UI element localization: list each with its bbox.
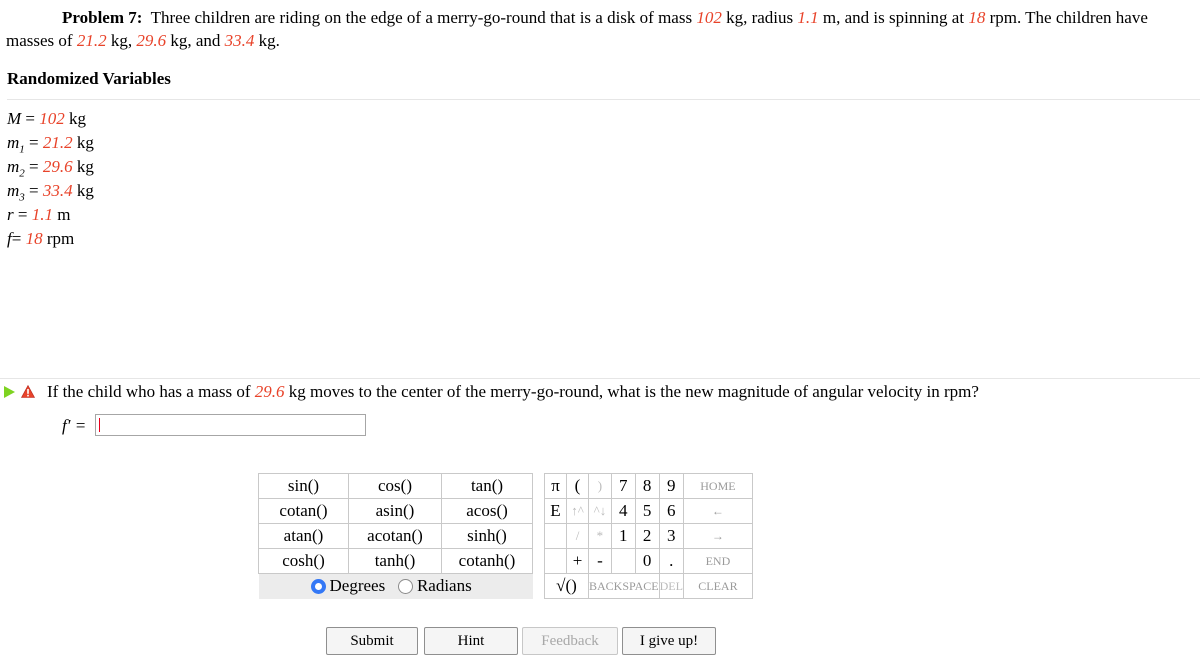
variable-row: $m_3 = 33.4$ kg — [7, 181, 94, 204]
superscript-down-key[interactable]: ^↓ — [589, 499, 612, 524]
digit-7-key[interactable]: 7 — [611, 474, 635, 499]
variable-row: M = 102 kg — [7, 109, 87, 128]
feedback-button[interactable]: Feedback — [522, 627, 618, 655]
sqrt-key[interactable]: √() — [545, 574, 589, 599]
blank-key — [611, 549, 635, 574]
divider — [7, 99, 1200, 100]
digit-9-key[interactable]: 9 — [659, 474, 683, 499]
delete-key[interactable]: DEL — [659, 574, 683, 599]
left-arrow-key[interactable]: ← — [683, 499, 752, 524]
give-up-button[interactable]: I give up! — [622, 627, 716, 655]
asin-key[interactable]: asin() — [349, 499, 442, 524]
tan-key[interactable]: tan() — [442, 474, 533, 499]
blank-key — [545, 549, 567, 574]
degrees-label[interactable]: Degrees — [329, 576, 386, 596]
variable-row: $m_1 = 21.2$ kg — [7, 133, 94, 156]
radians-radio[interactable] — [398, 579, 413, 594]
digit-8-key[interactable]: 8 — [635, 474, 659, 499]
digit-3-key[interactable]: 3 — [659, 524, 683, 549]
digit-5-key[interactable]: 5 — [635, 499, 659, 524]
angle-mode-selector — [259, 574, 533, 599]
variable-row: r = 1.1 m — [7, 205, 71, 224]
degrees-radio[interactable] — [311, 579, 326, 594]
hint-button[interactable]: Hint — [424, 627, 518, 655]
multiply-key[interactable]: * — [589, 524, 612, 549]
blank-key — [545, 524, 567, 549]
digit-2-key[interactable]: 2 — [635, 524, 659, 549]
superscript-up-key[interactable]: ↑^ — [567, 499, 589, 524]
right-arrow-key[interactable]: → — [683, 524, 752, 549]
digit-1-key[interactable]: 1 — [611, 524, 635, 549]
calculator-keypad — [258, 473, 753, 599]
digit-6-key[interactable]: 6 — [659, 499, 683, 524]
divider — [0, 378, 1200, 379]
minus-key[interactable]: - — [589, 549, 612, 574]
variable-row: $m_2 = 29.6$ kg — [7, 157, 94, 180]
answer-label: f′ = — [62, 416, 87, 435]
divide-key[interactable]: / — [567, 524, 589, 549]
backspace-key[interactable]: BACKSPACE — [589, 574, 660, 599]
cotan-key[interactable]: cotan() — [259, 499, 349, 524]
problem-statement: Problem 7: Three children are riding on the edge of a merry-go-round that is a disk of mass 102 kg, radius 1.1 m, and is spinning at 18 rpm. The children have masses of 21.2 kg, 29.6 kg, and 33.4 kg. — [6, 8, 1148, 50]
acos-key[interactable]: acos() — [442, 499, 533, 524]
submit-button[interactable]: Submit — [326, 627, 418, 655]
warning-icon — [21, 385, 35, 398]
play-icon[interactable] — [4, 386, 15, 398]
cos-key[interactable]: cos() — [349, 474, 442, 499]
plus-key[interactable]: + — [567, 549, 589, 574]
sin-key[interactable]: sin() — [259, 474, 349, 499]
randomized-variables-heading: Randomized Variables — [7, 69, 171, 88]
pi-key[interactable]: π — [545, 474, 567, 499]
e-key[interactable]: E — [545, 499, 567, 524]
problem-label: Problem 7: — [62, 8, 143, 27]
tanh-key[interactable]: tanh() — [349, 549, 442, 574]
acotan-key[interactable]: acotan() — [349, 524, 442, 549]
sinh-key[interactable]: sinh() — [442, 524, 533, 549]
cosh-key[interactable]: cosh() — [259, 549, 349, 574]
end-key[interactable]: END — [683, 549, 752, 574]
clear-key[interactable]: CLEAR — [683, 574, 752, 599]
digit-4-key[interactable]: 4 — [611, 499, 635, 524]
variable-row: f= 18 rpm — [7, 229, 75, 248]
answer-input[interactable] — [95, 414, 366, 436]
open-paren-key[interactable]: ( — [567, 474, 589, 499]
decimal-key[interactable]: . — [659, 549, 683, 574]
close-paren-key[interactable]: ) — [589, 474, 612, 499]
cotanh-key[interactable]: cotanh() — [442, 549, 533, 574]
question: If the child who has a mass of 29.6 kg moves to the center of the merry-go-round, what is the new magnitude of angular velocity in rpm? — [4, 381, 979, 403]
atan-key[interactable]: atan() — [259, 524, 349, 549]
text-caret — [99, 418, 100, 432]
radians-label[interactable]: Radians — [416, 576, 472, 596]
home-key[interactable]: HOME — [683, 474, 752, 499]
variables-list — [7, 107, 94, 251]
digit-0-key[interactable]: 0 — [635, 549, 659, 574]
